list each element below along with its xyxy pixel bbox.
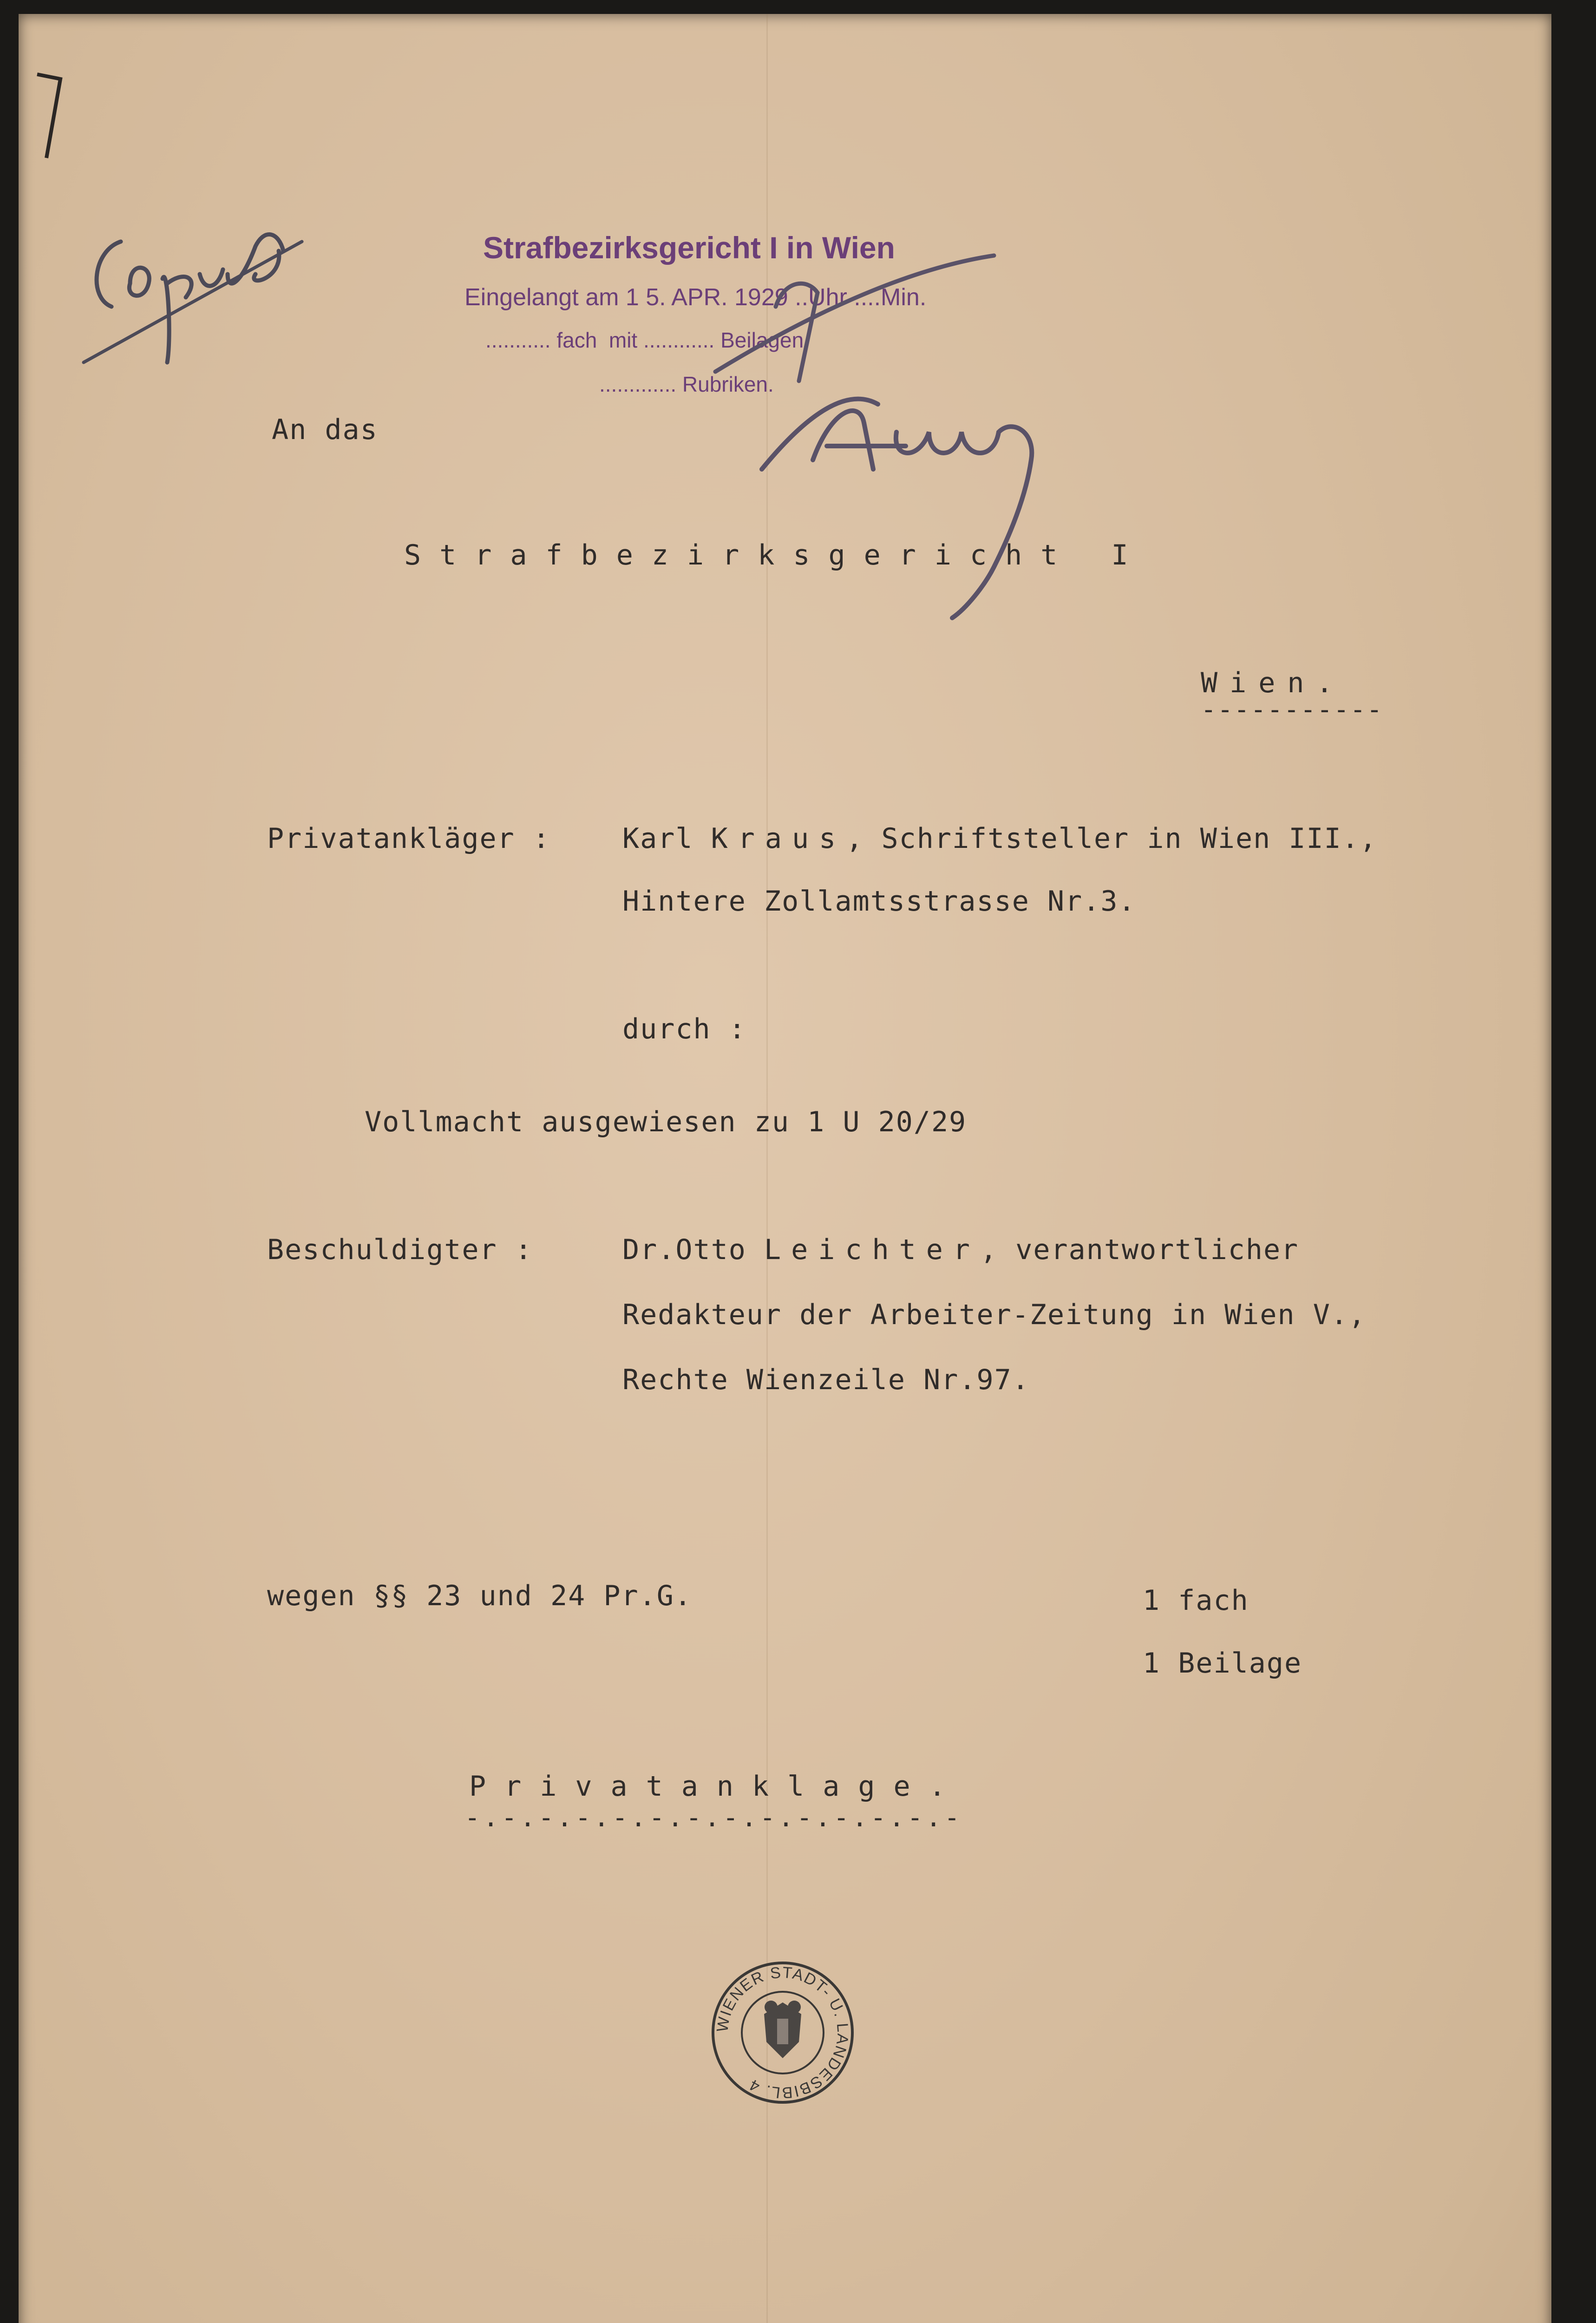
defendant-surname: Leichter: [764, 1234, 980, 1266]
address-to: An das: [272, 413, 378, 446]
document-title: Privatanklage.: [469, 1770, 964, 1803]
plaintiff-first-name: Karl: [622, 822, 711, 855]
copy-note-handwriting: [60, 186, 311, 381]
library-seal-icon: [708, 1958, 857, 2107]
plaintiff-line-1: [622, 822, 1377, 855]
defendant-line-1: [622, 1234, 1299, 1266]
plaintiff-label: Privatankläger :: [267, 822, 550, 855]
defendant-first-name: Dr.Otto: [622, 1234, 764, 1266]
plaintiff-line-2: Hintere Zollamtsstrasse Nr.3.: [622, 885, 1136, 918]
defendant-title: , verantwortlicher: [980, 1234, 1299, 1266]
signature-handwriting: [752, 367, 1087, 627]
corner-mark-handwriting: [28, 65, 74, 167]
charge-reason: wegen §§ 23 und 24 Pr.G.: [267, 1580, 692, 1612]
address-city: Wien.: [1201, 667, 1345, 699]
title-underline: -.-.-.-.-.-.-.-.-.-.-.-.-.-: [464, 1803, 963, 1833]
court-stamp-title: Strafbezirksgericht I in Wien: [483, 230, 895, 265]
court-stamp-received: Eingelangt am 1 5. APR. 1929 ..Uhr ....Min.: [464, 284, 927, 311]
charge-attachments: 1 Beilage: [1143, 1647, 1302, 1680]
court-stamp-rubrics: ............. Rubriken.: [599, 372, 774, 396]
plaintiff-surname: Kraus: [711, 822, 846, 855]
plaintiff-occupation-address: , Schriftsteller in Wien III.,: [846, 822, 1377, 855]
city-underline: -----------: [1201, 695, 1383, 725]
via-label: durch :: [622, 1013, 746, 1045]
defendant-line-3: Rechte Wienzeile Nr.97.: [622, 1364, 1030, 1396]
address-court: Strafbezirksgericht I: [404, 539, 1147, 571]
power-of-attorney: Vollmacht ausgewiesen zu 1 U 20/29: [365, 1106, 967, 1138]
seal-text: WIENER STADT- U. LANDESBIBL. 4: [713, 1963, 852, 2102]
defendant-label: Beschuldigter :: [267, 1234, 533, 1266]
defendant-line-2: Redakteur der Arbeiter-Zeitung in Wien V.,: [622, 1299, 1367, 1331]
court-stamp-copies: ........... fach mit ............ Beilagen: [485, 328, 804, 352]
charge-copies: 1 fach: [1143, 1584, 1249, 1617]
